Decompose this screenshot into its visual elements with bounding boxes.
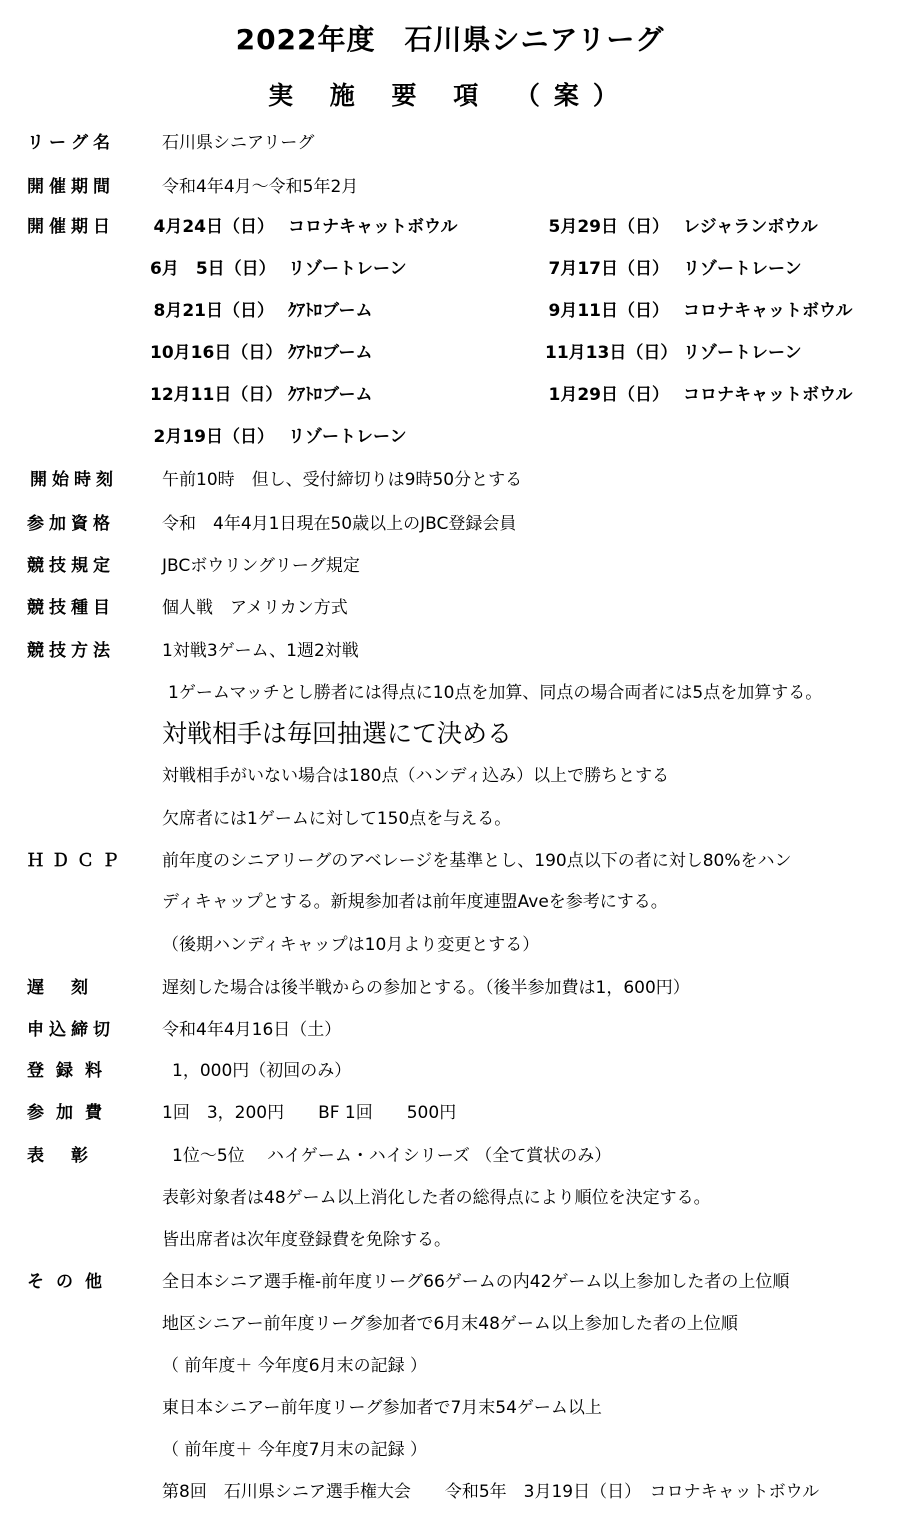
schedule-date: 2月19日（日） xyxy=(153,427,274,447)
event-type-value: 個人戦 アメリカン方式 xyxy=(162,598,348,618)
league-name-value: 石川県シニアリーグ xyxy=(162,133,315,153)
eligibility-value: 令和 4年4月1日現在50歳以上のJBC登録会員 xyxy=(162,514,517,534)
other-line: 第8回 石川県シニア選手権大会 令和5年 3月19日（日） コロナキャットボウル xyxy=(162,1482,820,1502)
hdcp-line: ディキャップとする。新規参加者は前年度連盟Aveを参考にする。 xyxy=(162,892,668,912)
entry-fee-value: 1回 3，200円 BF 1回 500円 xyxy=(162,1103,457,1123)
registration-fee-label: 登録料 xyxy=(27,1061,114,1081)
schedule-entry xyxy=(545,380,853,405)
schedule-entry xyxy=(545,338,802,363)
document-title: 2022年度 石川県シニアリーグ xyxy=(235,23,665,56)
schedule-entry xyxy=(150,254,407,279)
schedule-entry xyxy=(150,380,373,405)
schedule-entry xyxy=(545,296,853,321)
document-subtitle: 実 施 要 項 （案） xyxy=(268,81,632,110)
method-line: 対戦相手がいない場合は180点（ハンディ込み）以上で勝ちとする xyxy=(162,766,670,786)
method-line-emphasis: 対戦相手は毎回抽選にて決める xyxy=(162,719,513,748)
start-time-value: 午前10時 但し、受付締切りは9時50分とする xyxy=(162,470,523,490)
event-type-label: 競技種目 xyxy=(27,598,115,618)
method-line: 1対戦3ゲーム、1週2対戦 xyxy=(162,641,359,661)
deadline-value: 令和4年4月16日（土） xyxy=(162,1020,342,1040)
schedule-venue: ｸｱﾄﾛブーム xyxy=(288,343,373,363)
schedule-date: 12月11日（日） xyxy=(150,385,283,405)
dates-label: 開催期日 xyxy=(27,217,115,237)
rules-label: 競技規定 xyxy=(27,556,115,576)
schedule-venue: レジャランボウル xyxy=(683,217,818,237)
late-label: 遅 刻 xyxy=(27,978,93,998)
method-line: 欠席者には1ゲームに対して150点を与える。 xyxy=(162,809,512,829)
period-label: 開催期間 xyxy=(27,177,115,197)
other-line: 東日本シニアー前年度リーグ参加者で7月末54ゲーム以上 xyxy=(162,1398,602,1418)
deadline-label: 申込締切 xyxy=(27,1020,115,1040)
schedule-venue: コロナキャットボウル xyxy=(288,217,458,237)
schedule-date: 5月29日（日） xyxy=(548,217,669,237)
schedule-date: 11月13日（日） xyxy=(545,343,678,363)
awards-label: 表 彰 xyxy=(27,1146,93,1166)
hdcp-line: （後期ハンディキャップは10月より変更とする） xyxy=(162,935,540,955)
entry-fee-label: 参加費 xyxy=(27,1103,114,1123)
schedule-date: 9月11日（日） xyxy=(548,301,669,321)
schedule-venue: リゾートレーン xyxy=(288,427,407,447)
awards-line: 表彰対象者は48ゲーム以上消化した者の総得点により順位を決定する。 xyxy=(162,1188,711,1208)
schedule-date: 1月29日（日） xyxy=(548,385,669,405)
start-time-label: 開始時刻 xyxy=(30,470,118,490)
schedule-date: 4月24日（日） xyxy=(153,217,274,237)
schedule-entry xyxy=(150,422,407,447)
method-label: 競技方法 xyxy=(27,641,115,661)
schedule-venue: コロナキャットボウル xyxy=(683,385,853,405)
schedule-entry xyxy=(150,338,373,363)
schedule-entry xyxy=(150,212,458,237)
other-line: （ 前年度＋ 今年度7月末の記録 ） xyxy=(162,1440,428,1460)
awards-line: 1位～5位 ハイゲーム・ハイシリーズ （全て賞状のみ） xyxy=(172,1146,612,1166)
late-value: 遅刻した場合は後半戦からの参加とする。（後半参加費は1，600円） xyxy=(162,978,690,998)
schedule-entry xyxy=(150,296,373,321)
registration-fee-value: 1，000円（初回のみ） xyxy=(172,1061,352,1081)
rules-value: JBCボウリングリーグ規定 xyxy=(162,556,360,576)
schedule-entry xyxy=(545,212,818,237)
other-line: （ 前年度＋ 今年度6月末の記録 ） xyxy=(162,1356,428,1376)
other-line: 地区シニアー前年度リーグ参加者で6月末48ゲーム以上参加した者の上位順 xyxy=(162,1314,738,1334)
schedule-date: 7月17日（日） xyxy=(548,259,669,279)
schedule-date: 10月16日（日） xyxy=(150,343,283,363)
method-line: 1ゲームマッチとし勝者には得点に10点を加算、同点の場合両者には5点を加算する。 xyxy=(168,683,823,703)
hdcp-label: ＨＤＣＰ xyxy=(27,851,127,871)
league-name-label: リーグ名 xyxy=(27,133,115,153)
schedule-venue: コロナキャットボウル xyxy=(683,301,853,321)
hdcp-line: 前年度のシニアリーグのアベレージを基準とし、190点以下の者に対し80%をハン xyxy=(162,851,792,871)
schedule-venue: ｸｱﾄﾛブーム xyxy=(288,385,373,405)
awards-line: 皆出席者は次年度登録費を免除する。 xyxy=(162,1230,451,1250)
schedule-venue: リゾートレーン xyxy=(683,343,802,363)
period-value: 令和4年4月～令和5年2月 xyxy=(162,177,359,197)
eligibility-label: 参加資格 xyxy=(27,514,115,534)
other-label: その他 xyxy=(27,1272,114,1292)
schedule-date: 8月21日（日） xyxy=(153,301,274,321)
schedule-date: 6月 5日（日） xyxy=(150,259,276,279)
schedule-venue: リゾートレーン xyxy=(683,259,802,279)
schedule-entry xyxy=(545,254,802,279)
schedule-venue: リゾートレーン xyxy=(288,259,407,279)
schedule-venue: ｸｱﾄﾛブーム xyxy=(288,301,373,321)
other-line: 全日本シニア選手権-前年度リーグ66ゲームの内42ゲーム以上参加した者の上位順 xyxy=(162,1272,790,1292)
